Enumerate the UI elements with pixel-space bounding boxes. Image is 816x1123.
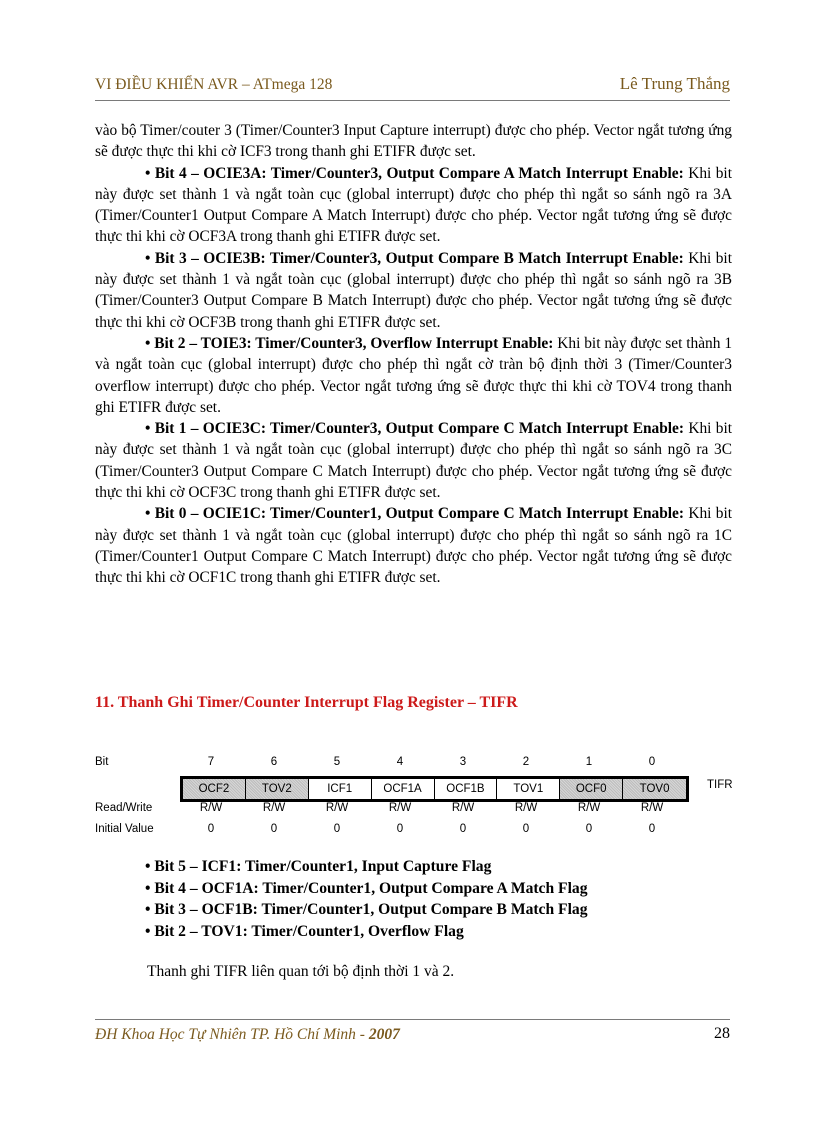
page-header — [95, 74, 730, 101]
paragraph-ocie3b: • Bit 3 – OCIE3B: Timer/Counter3, Output Compare B Match Interrupt Enable: Khi bit này được set thành 1 và ngắt toàn cục (global interrupt) được cho phép thì ngắt so sánh ngõ ra 3B (Timer/Counter3 Output Compare B Match Interrupt) được cho phép. Vector ngắt tương ứng sẽ được thực thi khi cờ OCF3B trong thanh ghi ETIFR được set. — [95, 249, 732, 331]
rw-value: R/W — [640, 802, 664, 814]
rw-value: R/W — [577, 802, 601, 814]
bit-number: 2 — [522, 756, 530, 768]
body-text — [95, 120, 732, 589]
init-value: 0 — [585, 823, 593, 835]
register-cells — [180, 776, 689, 802]
paragraph-ocie1c: • Bit 0 – OCIE1C: Timer/Counter1, Output Compare C Match Interrupt Enable: Khi bit này được set thành 1 và ngắt toàn cục (global interrupt) được cho phép thì ngắt so sánh ngõ ra 1C (Timer/Counter1 Output Compare C Match Interrupt) được cho phép. Vector ngắt tương ứng sẽ được thực thi khi cờ OCF1C trong thanh ghi ETIFR được set. — [95, 505, 733, 587]
paragraph-lead: • Bit 3 – OCIE3B: Timer/Counter3, Output Compare B Match Interrupt Enable: — [145, 249, 684, 267]
section-title: 11. Thanh Ghi Timer/Counter Interrupt Flag Register – TIFR — [95, 694, 518, 711]
bit-number: 1 — [585, 756, 593, 768]
flag-bullet-list — [145, 856, 588, 942]
init-value: 0 — [207, 823, 215, 835]
init-value: 0 — [522, 823, 530, 835]
paragraph-lead: • Bit 2 – TOIE3: Timer/Counter3, Overflow Interrupt Enable: — [145, 334, 554, 352]
header-title: VI ĐIỀU KHIỂN AVR – ATmega 128 — [95, 76, 333, 93]
register-bit-cell: ICF1 — [309, 779, 372, 799]
init-value: 0 — [396, 823, 404, 835]
paragraph: vào bộ Timer/couter 3 (Timer/Counter3 Input Capture interrupt) được cho phép. Vector ngắt tương ứng sẽ được thực thi khi cờ ICF3 trong thanh ghi ETIFR được set. — [95, 122, 732, 161]
bit-number: 6 — [270, 756, 278, 768]
register-bit-cell: TOV0 — [623, 779, 686, 799]
header-author: Lê Trung Thắng — [619, 74, 730, 93]
register-bit-cell: TOV1 — [497, 779, 560, 799]
register-diagram — [95, 752, 755, 842]
paragraph-lead: • Bit 1 – OCIE3C: Timer/Counter3, Output Compare C Match Interrupt Enable: — [145, 420, 685, 438]
paragraph-ocie3a: • Bit 4 – OCIE3A: Timer/Counter3, Output Compare A Match Interrupt Enable: Khi bit này được set thành 1 và ngắt toàn cục (global interrupt) được cho phép thì ngắt so sánh ngõ ra 3A (Timer/Counter1 Output Compare A Match Interrupt) được cho phép. Vector ngắt tương ứng sẽ được thực thi khi cờ OCF3A trong thanh ghi ETIFR được set. — [95, 164, 732, 246]
init-value: 0 — [648, 823, 656, 835]
paragraph-lead: • Bit 0 – OCIE1C: Timer/Counter1, Output Compare C Match Interrupt Enable: — [145, 505, 685, 523]
bit-number: 0 — [648, 756, 656, 768]
bit-row-label: Bit — [95, 756, 109, 768]
rw-value: R/W — [325, 802, 349, 814]
init-value: 0 — [333, 823, 341, 835]
init-value: 0 — [459, 823, 467, 835]
rw-value: R/W — [199, 802, 223, 814]
register-bit-cell: OCF1A — [372, 779, 435, 799]
paragraph-lead: • Bit 4 – OCIE3A: Timer/Counter3, Output Compare A Match Interrupt Enable: — [145, 164, 684, 182]
list-item: • Bit 3 – OCF1B: Timer/Counter1, Output Compare B Match Flag — [145, 901, 588, 918]
rw-value: R/W — [262, 802, 286, 814]
bit-number: 7 — [207, 756, 215, 768]
rw-value: R/W — [388, 802, 412, 814]
footer-institution: ĐH Khoa Học Tự Nhiên TP. Hồ Chí Minh - 2007 — [95, 1026, 400, 1043]
rw-value: R/W — [514, 802, 538, 814]
page-number: 28 — [714, 1025, 730, 1042]
list-item: • Bit 5 – ICF1: Timer/Counter1, Input Capture Flag — [145, 858, 492, 875]
paragraph-ocie3c: • Bit 1 – OCIE3C: Timer/Counter3, Output Compare C Match Interrupt Enable: Khi bit này được set thành 1 và ngắt toàn cục (global interrupt) được cho phép thì ngắt so sánh ngõ ra 3C (Timer/Counter3 Output Compare C Match Interrupt) được cho phép. Vector ngắt tương ứng sẽ được thực thi khi cờ OCF3C trong thanh ghi ETIFR được set. — [95, 420, 733, 502]
bit-number: 5 — [333, 756, 341, 768]
init-row-label: Initial Value — [95, 823, 154, 835]
page-footer — [95, 1019, 730, 1050]
paragraph-toie3: • Bit 2 – TOIE3: Timer/Counter3, Overflow Interrupt Enable: Khi bit này được set thành 1 và ngắt toàn cục (global interrupt) được cho phép thì ngắt cờ tràn bộ định thời 3 (Timer/Counter3 overflow interrupt) được cho phép. Vector ngắt tương ứng sẽ được thực thi khi cờ TOV4 trong thanh ghi ETIFR được set. — [95, 334, 733, 416]
list-item: • Bit 4 – OCF1A: Timer/Counter1, Output Compare A Match Flag — [145, 879, 588, 897]
register-bit-cell: OCF2 — [183, 779, 246, 799]
register-name: TIFR — [707, 779, 733, 791]
rw-value: R/W — [451, 802, 475, 814]
register-bit-cell: TOV2 — [246, 779, 309, 799]
footer-year: 2007 — [368, 1026, 400, 1043]
list-item: • Bit 2 – TOV1: Timer/Counter1, Overflow Flag — [145, 922, 464, 940]
register-bit-cell: OCF1B — [435, 779, 498, 799]
rw-row-label: Read/Write — [95, 802, 153, 814]
bit-number: 3 — [459, 756, 467, 768]
note-text: Thanh ghi TIFR liên quan tới bộ định thời 1 và 2. — [147, 963, 455, 980]
register-bit-cell: OCF0 — [560, 779, 623, 799]
init-value: 0 — [270, 823, 278, 835]
bit-number: 4 — [396, 756, 404, 768]
